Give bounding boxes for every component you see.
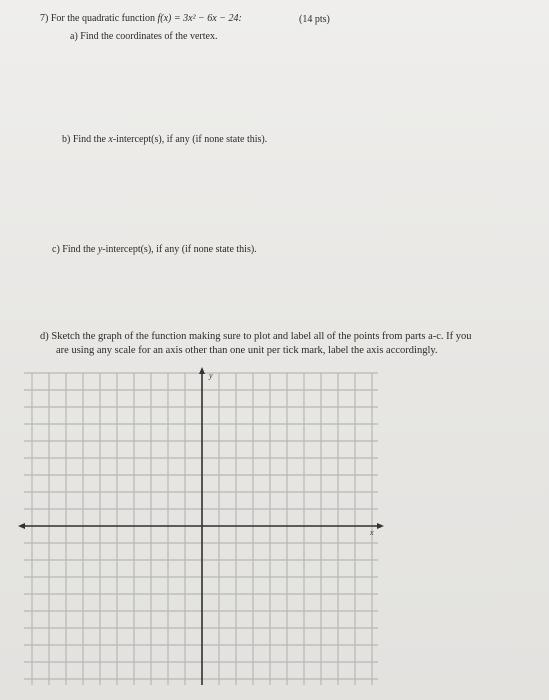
part-c-text-start: c) Find the [52, 244, 98, 255]
part-d-prompt-line2: are using any scale for an axis other than one unit per tick mark, label the axis accordingly. [56, 345, 438, 356]
part-d-prompt-line1: d) Sketch the graph of the function making sure to plot and label all of the points from parts a-c. If you [40, 331, 472, 342]
points-label: (14 pts) [299, 14, 330, 25]
problem-header [40, 13, 242, 25]
part-c-variable: y [97, 244, 103, 255]
part-b-prompt [62, 134, 267, 146]
axes [18, 367, 384, 685]
x-axis-arrow-right [377, 523, 384, 529]
part-a-prompt: a) Find the coordinates of the vertex. [70, 31, 218, 42]
grid-lines [24, 373, 378, 685]
part-b-variable: x [108, 134, 113, 145]
part-b-text-start: b) Find the [62, 134, 109, 145]
part-c-text-end: -intercept(s), if any (if none state this). [102, 244, 257, 255]
graph-area[interactable] [10, 365, 390, 685]
part-c-prompt [52, 244, 257, 256]
problem-prefix: 7) For the quadratic function [40, 13, 158, 24]
y-axis-arrow-up [199, 367, 205, 374]
x-axis-arrow-left [18, 523, 25, 529]
coordinate-grid[interactable] [10, 365, 390, 685]
y-axis-label: y [209, 371, 213, 380]
x-axis-label: x [370, 528, 374, 537]
function-expression: f(x) = 3x² − 6x − 24: [157, 13, 242, 24]
part-b-text-end: -intercept(s), if any (if none state this). [112, 134, 268, 145]
